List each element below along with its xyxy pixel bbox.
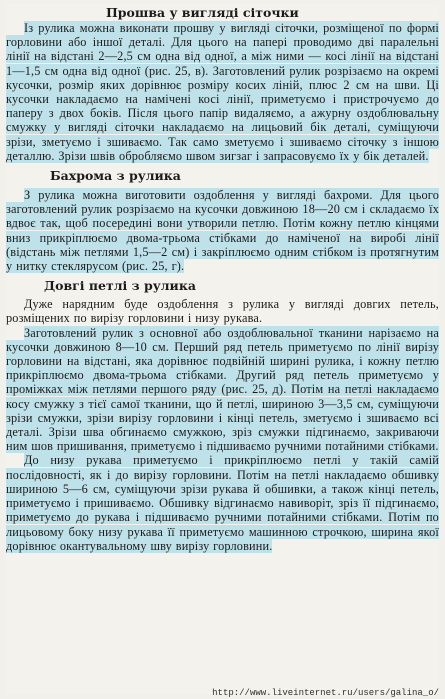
source-url: http://www.liveinternet.ru/users/galina_o/ (212, 688, 439, 698)
paragraph-long-loops-sleeve-text: До низу рукава приметуємо і прикріплюємо петлі у такій самій послідовності, як і до вирізу горловини. Потім на петлі накладаємо обшивку шириною 5—6 см, суміщуючи зрізи рукава й обшивки, а також кінці петель, приметуємо і пришиваємо. Обшивку відгинаємо навиворіт, зріз її підгинаємо, приметуємо до рукава і підшиваємо ручними потайними стібками. Потім по лицьовому боку низу рукава її приметуємо машинною строчкою, ширина якої дорівнює окантувальному шву вирізу горловини. (6, 453, 439, 553)
paragraph-mesh-insert-text: Із рулика можна виконати прошву у вигляді сіточки, розміщеної по формі горловини або іншої деталі. Для цього на папері проводимо дві паралельні лінії на відстані 2—2,5 см одна від одної, а між ними — косі лінії на відстані 1—1,5 см одна від одної (рис. 25, в). Заготовлений рулик розрізаємо на окремі кусочки, розмір яких дорівнює розміру косих ліній, плюс 2 см на шви. Ці кусочки накладаємо на намічені косі лінії, приметуємо і пристрочуємо до паперу з двох боків. Після цього папір видаляємо, а ажурну оздоблювальну смужку у вигляді сіточки накладаємо на лицьовий бік деталі, суміщуючи зрізи, зметуємо і зшиваємо. Так само зметуємо і зшиваємо сіточку з іншою деталлю. Зрізи швів обробляємо швом зигзаг і запрасовуємо їх у бік деталей. (6, 21, 439, 163)
paragraph-long-loops-intro: Дуже нарядним буде оздоблення з рулика у вигляді довгих петель, розміщених по вирізу горловини і низу рукава. (6, 297, 439, 326)
paragraph-long-loops-sleeve (6, 453, 439, 552)
section-title-fringe: Бахрома з рулика (50, 168, 181, 184)
paragraph-fringe (6, 188, 439, 273)
document-page (6, 4, 439, 694)
paragraph-long-loops-neckline-text: Заготовлений рулик з основної або оздоблювальної тканини нарізаємо на кусочки довжиною 8—10 см. Перший ряд петель приметуємо по лінії вирізу горловини на відстані, яка дорівнює подвійній ширині рулика, і кожну петлю прикріплюємо двома-трьома стібками. Другий ряд петель приметуємо у проміжках між петлями першого ряду (рис. 25, д). Потім на петлі накладаємо косу смужку з тієї самої тканини, що й петлі, шириною 3—3,5 см, суміщуючи зрізи смужки, зрізи вирізу горловини і кінці петель, зметуємо і зшиваємо всі деталі. Зрізи шва обгинаємо смужкою, зріз смужки підгинаємо, закриваючи ним шов пришивання, приметуємо і підшиваємо ручними потайними стібками. (6, 325, 439, 454)
section-title-mesh-insert: Прошва у вигляді сіточки (106, 5, 299, 20)
paragraph-fringe-text: З рулика можна виготовити оздоблення у вигляді бахроми. Для цього заготовлений рулик розрізаємо на кусочки довжиною 18—20 см і складаємо їх вдвоє так, щоб посередині вони утворили петлю. Потім кожну петлю кінцями вниз прикріплюємо двома-трьома стібками до наміченої на виробі лінії (відстань між петлями 1,5—2 см) і закріплюємо одним стібком із протягнутим у нитку стеклярусом (рис. 25, г). (6, 188, 439, 274)
paragraph-mesh-insert (6, 21, 439, 163)
section-title-long-loops: Довгі петлі з рулика (44, 278, 196, 294)
paragraph-long-loops-neckline (6, 326, 439, 454)
